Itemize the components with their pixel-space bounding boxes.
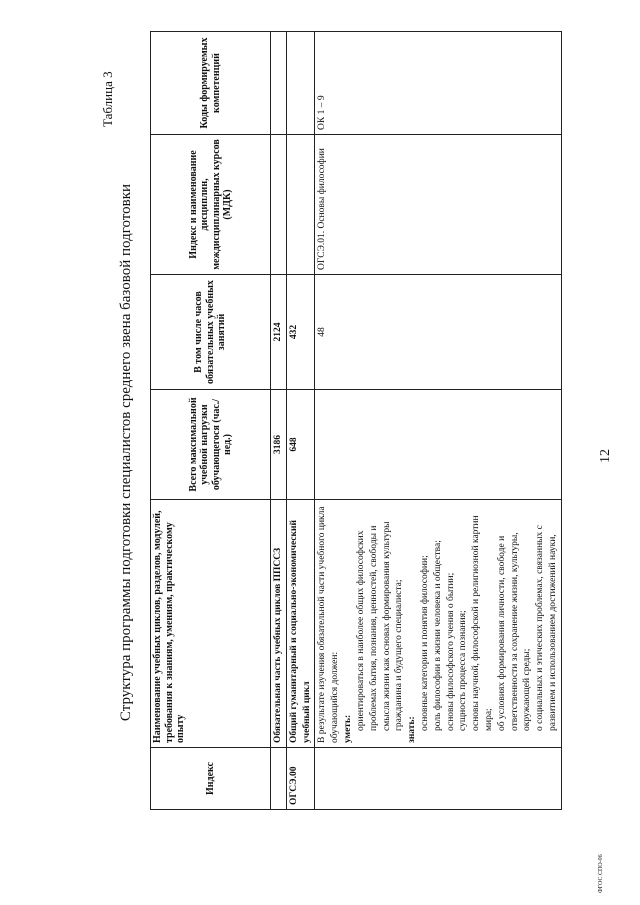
cell-index — [271, 748, 287, 810]
footer-code: ФГОС СПО-06 — [598, 854, 604, 893]
page-number: 12 — [598, 449, 613, 463]
cell-codes — [286, 32, 315, 135]
cell-codes: ОК 1 – 9 — [315, 32, 561, 135]
cell-index: ОГСЭ.00 — [286, 748, 315, 810]
cell-discipline — [286, 135, 315, 275]
document-title: Структура программы подготовки специалистов среднего звена базовой подготовки — [118, 183, 134, 722]
header-max-load: Всего максимальной учебной нагрузки обучающегося (час./нед.) — [151, 390, 271, 500]
cell-name: Обязательная часть учебных циклов ППССЗ — [271, 500, 287, 748]
knowledge-item: об условиях формирования личности, свободе и ответственности за сохранение жизни, культуры, окружающей среды; — [496, 532, 533, 731]
knowledge-item: основные категории и понятия философии; — [419, 555, 430, 731]
knowledge-item: основы философского учения о бытии; — [445, 572, 456, 731]
cell-discipline: ОГСЭ.01. Основы философии — [315, 135, 561, 275]
knowledge-item: о социальных и этических проблемах, связанных с развитием и использованием достижений науки, — [535, 525, 559, 731]
knowledge-item: роль философии в жизни человека и общества; — [432, 540, 443, 731]
header-index: Индекс — [151, 748, 271, 810]
structure-table — [150, 31, 562, 810]
header-mandatory-hours: В том числе часов обязательных учебных занятий — [151, 275, 271, 390]
table-header-row — [151, 32, 271, 810]
cell-discipline — [271, 135, 287, 275]
knowledge-item: сущность процесса познания; — [458, 610, 469, 731]
cell-mandatory-hours: 432 — [286, 275, 315, 390]
cell-max-load — [315, 390, 561, 500]
cell-mandatory-hours: 48 — [315, 275, 561, 390]
cell-index — [315, 748, 561, 810]
table-label: Таблица 3 — [100, 71, 115, 127]
cell-name: Общий гуманитарный и социально-экономический учебный цикл — [286, 500, 315, 748]
skills-heading: уметь: — [343, 714, 354, 743]
cell-codes — [271, 32, 287, 135]
knowledge-heading: знать: — [407, 716, 418, 743]
skill-item: ориентироваться в наиболее общих философских проблемах бытия, познания, ценностей, свободы и смысла жизни как основах формирования культуры гражданина и будущего специалиста; — [355, 521, 405, 731]
header-codes: Коды формируемых компетенций — [151, 32, 271, 135]
requirements-intro: В результате изучения обязательной части учебного цикла обучающийся должен: — [317, 506, 341, 743]
cell-mandatory-hours: 2124 — [271, 275, 287, 390]
cell-max-load: 3186 — [271, 390, 287, 500]
table-row-content — [315, 32, 561, 810]
cell-max-load: 648 — [286, 390, 315, 500]
knowledge-item: основы научной, философской и религиозной картин мира; — [471, 515, 494, 731]
cell-requirements — [315, 500, 561, 748]
table-row-cycle — [286, 32, 315, 810]
header-discipline: Индекс и наименование дисциплин, междисциплинарных курсов (МДК) — [151, 135, 271, 275]
header-name: Наименование учебных циклов, разделов, модулей, требования к знаниям, умениям, практическому опыту — [151, 500, 271, 748]
table-row-mandatory — [271, 32, 287, 810]
